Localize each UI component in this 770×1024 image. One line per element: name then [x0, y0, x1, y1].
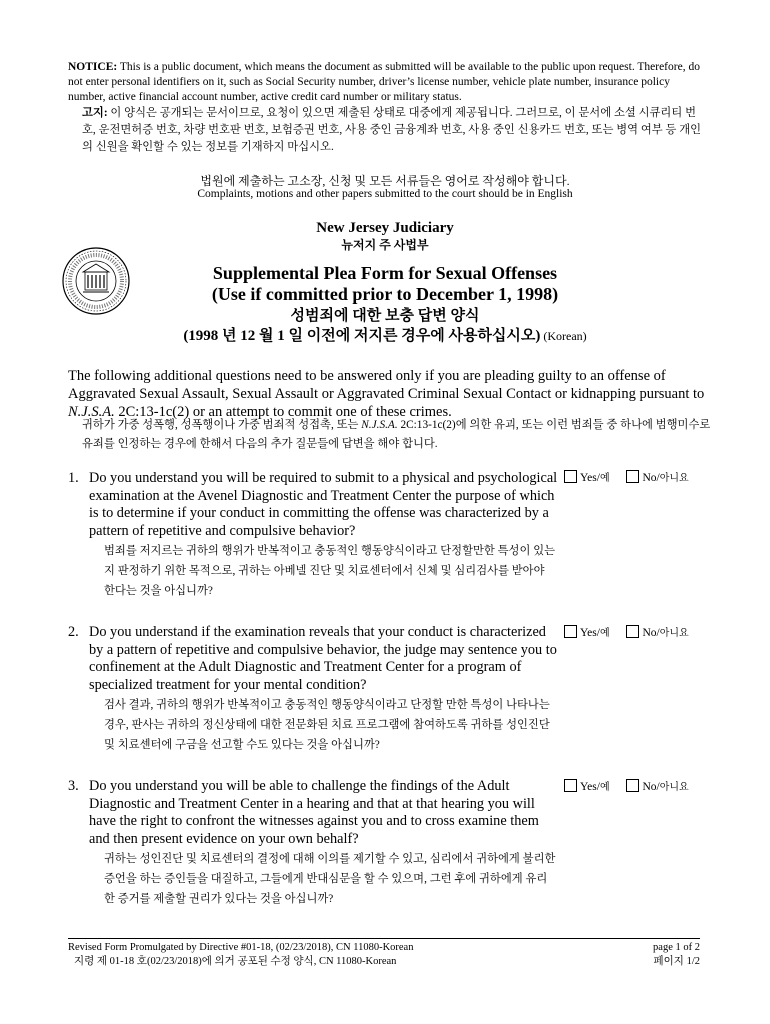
question-number: 2.: [68, 624, 79, 640]
judiciary-name: New Jersey Judiciary: [316, 220, 454, 236]
intro-text: The following additional questions need to be answered only if you are pleading guilty to an offense of Aggravated Sexual Assault, Sexual Assault or Aggravated Criminal Sexual Contact or kidnapping pursuant to: [68, 368, 705, 402]
question-3: [68, 778, 558, 909]
form-subtitle-kr: [0, 324, 770, 345]
no-label: No/: [642, 472, 660, 484]
notice-paragraph: [68, 60, 708, 105]
notice-text: This is a public document, which means the document as submitted will be available to the public upon request. Therefore, do not enter personal identifiers on it, such as Social Security number, driver’s license number, vehicle plate number, insurance policy number, active financial account number, active credit card number or military status.: [68, 61, 700, 103]
judiciary-name-kr: 뉴저지 주 사법부: [341, 238, 429, 252]
question-text-kr: 검사 결과, 귀하의 행위가 반복적이고 충동적인 행동양식이라고 단정할 만한 특성이 나타나는 경우, 판사는 귀하의 정신상태에 대한 전문화된 치료 프로그램에 참여하도록 귀하를 성인진단 및 치료센터에 구금을 선고할 수도 있다는 것을 아십니까?: [104, 699, 550, 751]
question-number: 1.: [68, 470, 79, 486]
no-option[interactable]: [626, 624, 688, 639]
yes-label-kr: 예: [599, 473, 610, 484]
no-checkbox[interactable]: [626, 625, 639, 638]
court-english-note: Complaints, motions and other papers submitted to the court should be in English: [197, 188, 573, 200]
form-subtitle: (Use if committed prior to December 1, 1998): [211, 284, 559, 304]
no-label-kr: 아니요: [659, 628, 689, 639]
question-text-kr: 범죄를 저지르는 귀하의 행위가 반복적이고 충동적인 행동양식이라고 단정할만한 특성이 있는지 판정하기 위한 목적으로, 귀하는 아베넬 진단 및 치료센터에서 신체 및 심리검사를 받아야 한다는 것을 아십니까?: [104, 545, 556, 597]
intro-text-kr-end: 2C:13-1c(2)에 의한 유괴, 또는 이런 범죄들 중 하나에 범행미수로 유죄를 인정하는 경우에 한해서 다음의 추가 질문들에 답변을 해야 합니다.: [82, 419, 711, 450]
no-option[interactable]: [626, 469, 688, 484]
notice-paragraph-kr: [82, 105, 702, 156]
footer-revision-text-kr: 지령 제 01-18 호(02/23/2018)에 의거 공포된 수정 양식, CN 11080-Korean: [74, 956, 397, 967]
footer-revision: [68, 941, 413, 969]
no-checkbox[interactable]: [626, 470, 639, 483]
intro-statute-kr: N.J.S.A.: [361, 419, 398, 431]
court-english-note-kr: 법원에 제출하는 고소장, 신청 및 모든 서류들은 영어로 작성해야 합니다.: [200, 174, 570, 188]
question-1: [68, 470, 558, 601]
notice-label: NOTICE:: [68, 61, 118, 73]
no-label-kr: 아니요: [659, 782, 689, 793]
form-title-kr: 성범죄에 대한 보충 답변 양식: [290, 308, 480, 324]
yes-checkbox[interactable]: [564, 470, 577, 483]
yes-label-kr: 예: [599, 628, 610, 639]
question-text-kr: 귀하는 성인진단 및 치료센터의 결정에 대해 이의를 제기할 수 있고, 심리에서 귀하에게 불리한 증언을 하는 증인들을 대질하고, 그들에게 반대심문을 할 수 있으며, 그런 후에 귀하에게 유리한 증거를 제출할 권리가 있다는 것을 아십니까?: [104, 853, 556, 905]
question-text: Do you understand you will be required to submit to a physical and psychological examination at the Avenel Diagnostic and Treatment Center the purpose of which is to determine if your conduct in committing the offense was characterized by a pattern of repetitive and compulsive behavior?: [89, 470, 558, 539]
yes-checkbox[interactable]: [564, 779, 577, 792]
yes-option[interactable]: [564, 469, 610, 484]
yes-label: Yes/: [580, 781, 600, 793]
form-title: Supplemental Plea Form for Sexual Offenses: [212, 263, 558, 283]
no-label-kr: 아니요: [659, 473, 689, 484]
yes-checkbox[interactable]: [564, 625, 577, 638]
no-checkbox[interactable]: [626, 779, 639, 792]
form-language: (Korean): [540, 329, 587, 343]
intro-paragraph-kr: [82, 416, 712, 454]
footer-page-number: [653, 941, 700, 969]
footer-revision-text: Revised Form Promulgated by Directive #01-18, (02/23/2018), CN 11080-Korean: [68, 942, 414, 953]
yes-label-kr: 예: [599, 782, 610, 793]
notice-text-kr: 이 양식은 공개되는 문서이므로, 요청이 있으면 제출된 상태로 대중에게 제공됩니다. 그러므로, 이 문서에 소셜 시큐리티 번호, 운전면허증 번호, 차량 번호판 번호, 보험증권 번호, 사용 중인 금융계좌 번호, 사용 중인 신용카드 번호, 또는 병역 여부 등 개인의 신원을 확인할 수 있는 정보를 기재하지 마십시오.: [82, 107, 702, 153]
no-option[interactable]: [626, 778, 688, 793]
yes-label: Yes/: [580, 627, 600, 639]
notice-label-kr: 고지:: [82, 107, 108, 119]
footer-divider: [68, 938, 700, 939]
intro-text-kr: 귀하가 가중 성폭행, 성폭행이나 가중 범죄적 성접촉, 또는: [82, 419, 362, 431]
intro-paragraph: [68, 367, 708, 421]
form-subtitle-kr-text: (1998 년 12 월 1 일 이전에 저지른 경우에 사용하십시오): [183, 328, 541, 344]
no-label: No/: [642, 627, 660, 639]
yes-option[interactable]: [564, 624, 610, 639]
question-text: Do you understand if the examination reveals that your conduct is characterized by a pattern of repetitive and compulsive behavior, the judge may sentence you to confinement at the Adult Diagnostic and Treatment Center for a program of specialized treatment for your mental condition?: [89, 624, 557, 693]
question-2-answers: [564, 624, 704, 639]
intro-text-end: 2C:13-1c(2) or an attempt to commit one of these crimes.: [114, 404, 452, 420]
intro-statute: N.J.S.A.: [68, 404, 115, 420]
question-2: [68, 624, 558, 755]
no-label: No/: [642, 781, 660, 793]
page-number: page 1 of 2: [653, 942, 700, 953]
question-1-answers: [564, 469, 704, 484]
yes-label: Yes/: [580, 472, 600, 484]
page-number-kr: 페이지 1/2: [653, 956, 700, 967]
question-text: Do you understand you will be able to challenge the findings of the Adult Diagnostic and Treatment Center in a hearing and that at that hearing you will have the right to confront the witnesses against you and to cross examine them and then present evidence on your own behalf?: [89, 778, 539, 847]
yes-option[interactable]: [564, 778, 610, 793]
question-number: 3.: [68, 778, 79, 794]
question-3-answers: [564, 778, 704, 793]
